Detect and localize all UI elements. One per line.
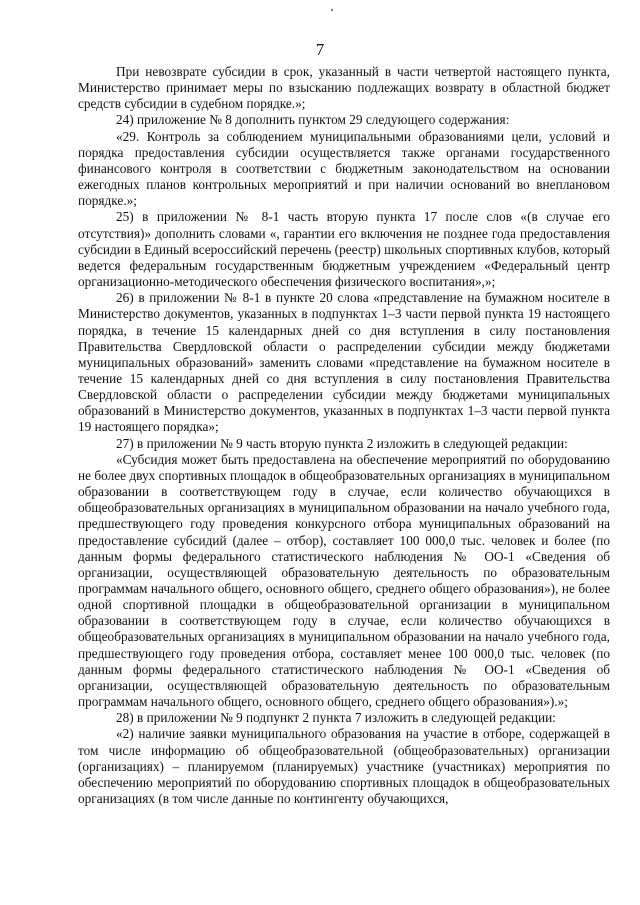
paragraph-item-25: 25) в приложении № 8-1 часть вторую пункта 17 после слов «(в случае его отсутствия)» дополнить словами «, гарантии его включения не позднее года предоставления субсидии в Единый всероссийский перечень (реестр) школьных спортивных клубов, который ведется федеральным государственным бюджетным учреждением «Федеральный центр организационно-методического обеспечения физического воспитания»,»;: [78, 209, 610, 290]
scan-speck: [331, 9, 333, 11]
paragraph-item-28: 28) в приложении № 9 подпункт 2 пункта 7 изложить в следующей редакции:: [116, 710, 556, 726]
paragraph-subpoint-2-application: «2) наличие заявки муниципального образования на участие в отборе, содержащей в том числе информацию об общеобразовательной (общеобразовательных) организации (организациях) – планируемом (планируемых) участнике (участниках) мероприятия по обеспечению мероприятий по оборудованию спортивных площадок в общеобразовательных организациях (в том числе данные по контингенту обучающихся,: [78, 726, 610, 807]
document-body: [78, 64, 610, 807]
paragraph-item-26: 26) в приложении № 8-1 в пункте 20 слова «представление на бумажном носителе в Министерство документов, указанных в подпунктах 1–3 части первой пункта 19 настоящего порядка, в течение 15 календарных дней со дня вступления в силу постановления Правительства Свердловской области о распределении субсидии между бюджетами муниципальных образований» заменить словами «представление на бумажном носителе в течение 15 календарных дней со дня вступления в силу постановления Правительства Свердловской области о распределении субсидии между бюджетами муниципальных образований в Министерство документов, указанных в подпунктах 1–3 части первой пункта 19 настоящего порядка»;: [78, 290, 610, 435]
paragraph-point-29-control: «29. Контроль за соблюдением муниципальными образованиями цели, условий и порядка предоставления субсидии осуществляется также органами государственного финансового контроля в соответствии с бюджетным законодательством на основании ежегодных планов контрольных мероприятий и при наличии оснований во внеплановом порядке.»;: [78, 128, 610, 209]
paragraph-refund-enforcement: При невозврате субсидии в срок, указанный в части четвертой настоящего пункта, Министерство принимает меры по взысканию подлежащих возврату в областной бюджет средств субсидии в судебном порядке.»;: [78, 64, 610, 112]
paragraph-item-24: 24) приложение № 8 дополнить пунктом 29 следующего содержания:: [116, 112, 510, 128]
paragraph-subsidy-conditions: «Субсидия может быть предоставлена на обеспечение мероприятий по оборудованию не более двух спортивных площадок в общеобразовательных организациях в муниципальном образовании в соответствующем году в случае, если количество обучающихся в общеобразовательных организациях в муниципальном образовании на начало учебного года, предшествующего году проведения конкурсного отбора муниципальных образований на предоставление субсидий (далее – отбор), составляет 100 000,0 тыс. человек и более (по данным формы федерального статистического наблюдения № ОО-1 «Сведения об организации, осуществляющей образовательную деятельность по образовательным программам начального общего, основного общего, среднего общего образования»), не более одной спортивной площадки в общеобразовательной организации в муниципальном образовании в соответствующем году в случае, если количество обучающихся в общеобразовательных организациях в муниципальном образовании на начало учебного года, предшествующего году проведения отбора, составляет менее 100 000,0 тыс. человек (по данным формы федерального статистического наблюдения № ОО-1 «Сведения об организации, осуществляющей образовательную деятельность по образовательным программам начального общего, основного общего, среднего общего образования»).»;: [78, 451, 610, 710]
paragraph-item-27: 27) в приложении № 9 часть вторую пункта 2 изложить в следующей редакции:: [116, 435, 568, 451]
page-number: 7: [315, 40, 325, 59]
